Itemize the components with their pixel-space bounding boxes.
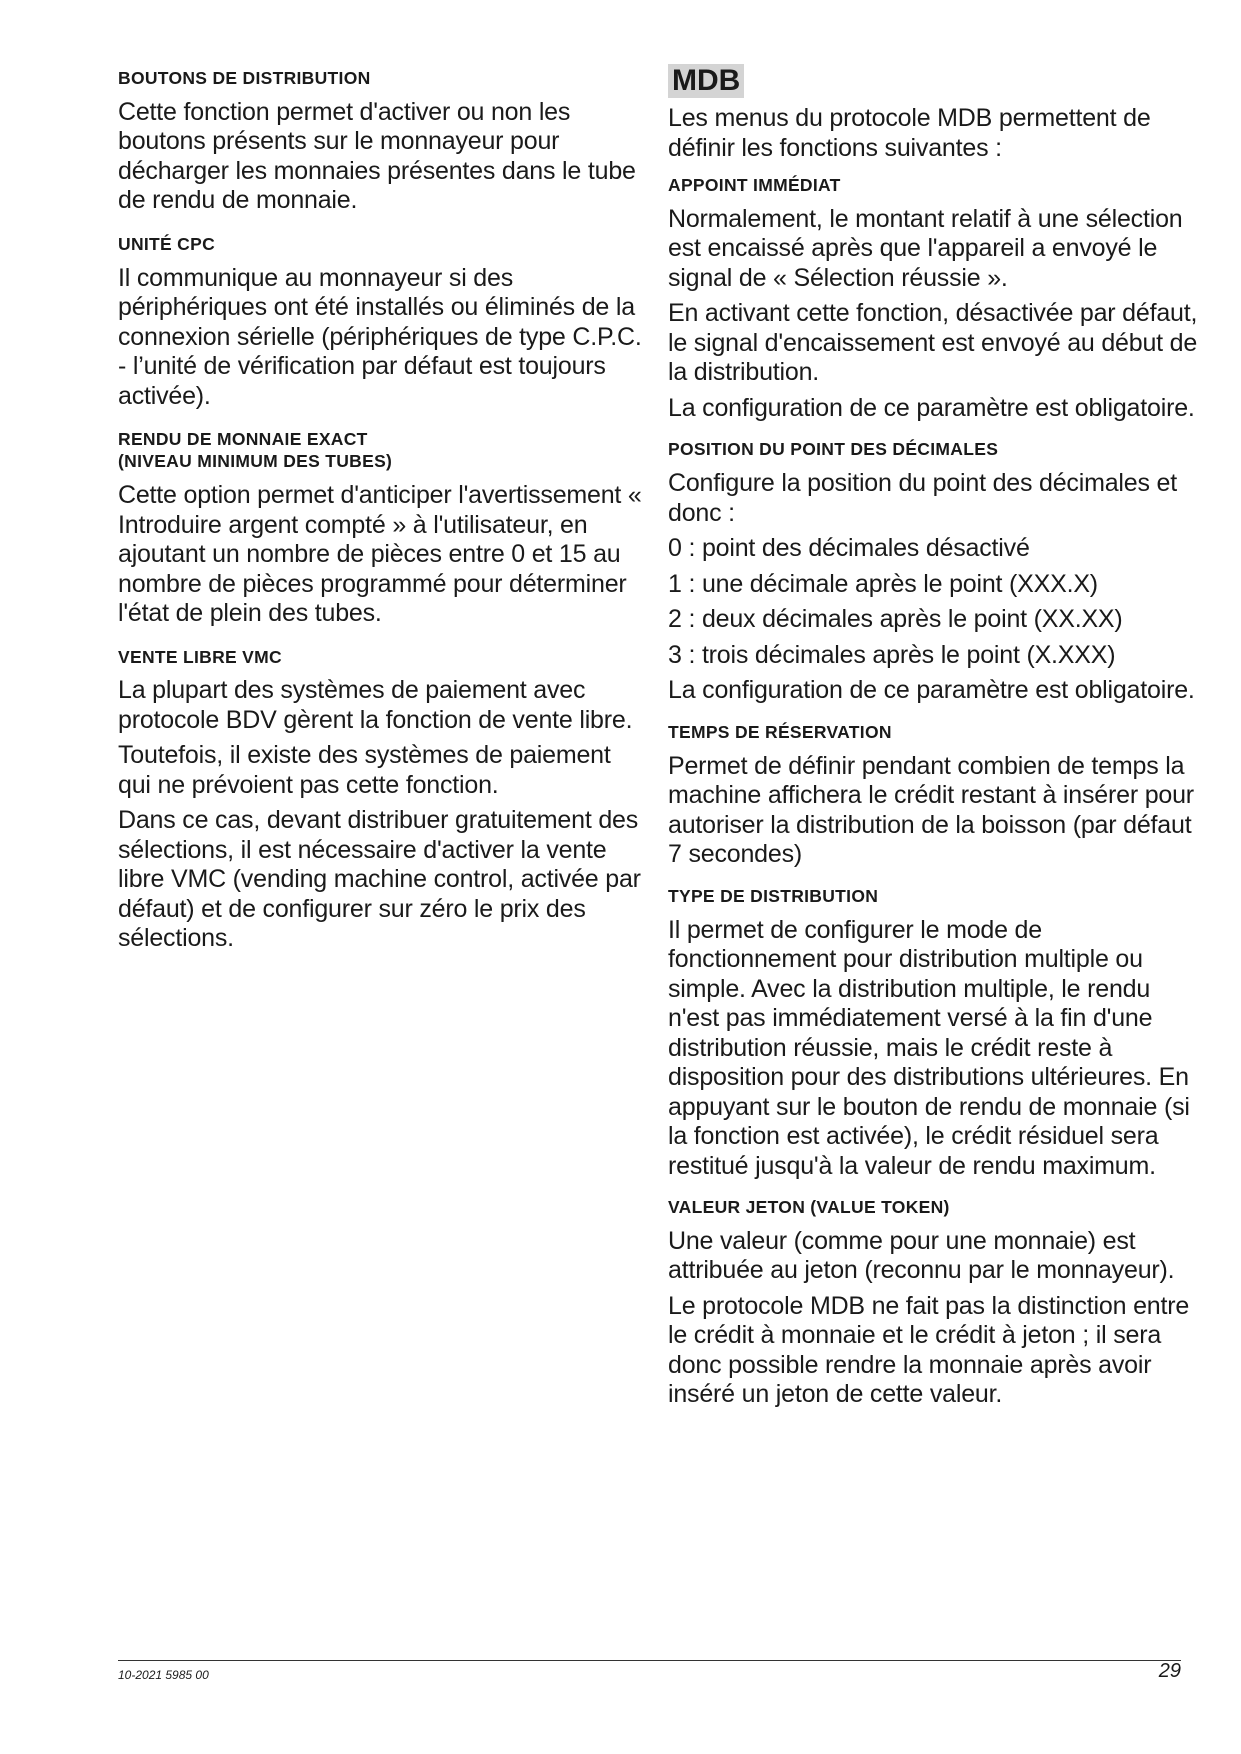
section-subheading-niveau-tubes: (NIVEAU MINIMUM DES TUBES)	[118, 451, 393, 472]
paragraph: Normalement, le montant relatif à une sélection est encaissé après que l'appareil a envoyé le signal de « Sélection réussie ».	[668, 204, 1183, 292]
section-heading-temps-reservation: TEMPS DE RÉSERVATION	[668, 721, 892, 742]
intro-paragraph: Les menus du protocole MDB permettent de définir les fonctions suivantes :	[668, 104, 1151, 162]
section-heading-boutons: BOUTONS DE DISTRIBUTION	[118, 68, 371, 88]
paragraph: Cette fonction permet d'activer ou non les boutons présents sur le monnayeur pour décharger les monnaies présentes dans le tube de rendu de monnaie.	[118, 97, 636, 215]
paragraph: Permet de définir pendant combien de temps la machine affichera le crédit restant à insérer pour autoriser la distribution de la boisson (par défaut 7 secondes)	[668, 751, 1194, 869]
paragraph: En activant cette fonction, désactivée par défaut, le signal d'encaissement est envoyé au début de la distribution.	[668, 299, 1198, 387]
section-heading-rendu-monnaie: RENDU DE MONNAIE EXACT	[118, 429, 368, 450]
paragraph: La configuration de ce paramètre est obligatoire.	[668, 676, 1195, 705]
paragraph: Configure la position du point des décimales et donc :	[668, 469, 1177, 527]
paragraph: Il communique au monnayeur si des périphériques ont été installés ou éliminés de la connexion sérielle (périphériques de type C.P.C. - l’unité de vérification par défaut est toujours activée).	[118, 263, 642, 410]
left-column	[118, 68, 646, 954]
right-column	[668, 64, 1198, 1410]
list-item: 3 : trois décimales après le point (X.XXX)	[668, 640, 1116, 669]
paragraph: Il permet de configurer le mode de fonctionnement pour distribution multiple ou simple. Avec la distribution multiple, le rendu n'est pas immédiatement versé à la fin d'une distribution réussie, mais le crédit reste à disposition pour des distributions ultérieures. En appuyant sur le bouton de rendu de monnaie (si la fonction est activée), le crédit résiduel sera restitué jusqu'à la valeur de rendu maximum.	[668, 915, 1190, 1180]
section-heading-vente-libre: VENTE LIBRE VMC	[118, 646, 282, 667]
section-heading-decimales: POSITION DU POINT DES DÉCIMALES	[668, 439, 999, 460]
section-heading-appoint: APPOINT IMMÉDIAT	[668, 175, 841, 195]
paragraph: La plupart des systèmes de paiement avec protocole BDV gèrent la fonction de vente libre.	[118, 676, 633, 734]
section-heading-type-distribution: TYPE DE DISTRIBUTION	[668, 885, 879, 906]
paragraph: Toutefois, il existe des systèmes de paiement qui ne prévoient pas cette fonction.	[118, 741, 611, 799]
list-item: 2 : deux décimales après le point (XX.XX)	[668, 605, 1123, 634]
footer-doc-ref: 10-2021 5985 00	[118, 1668, 209, 1682]
paragraph: Le protocole MDB ne fait pas la distinction entre le crédit à monnaie et le crédit à jeton ; il sera donc possible rendre la monnaie après avoir inséré un jeton de cette valeur.	[668, 1291, 1190, 1409]
list-item: 0 : point des décimales désactivé	[668, 534, 1030, 563]
section-heading-unite-cpc: UNITÉ CPC	[118, 233, 216, 254]
page-number: 29	[1158, 1660, 1181, 1682]
paragraph: Dans ce cas, devant distribuer gratuitement des sélections, il est nécessaire d'activer la vente libre VMC (vending machine control, activée par défaut) et de configurer sur zéro le prix des sélections.	[118, 806, 641, 953]
paragraph: La configuration de ce paramètre est obligatoire.	[668, 393, 1195, 422]
mdb-title: MDB	[668, 64, 744, 98]
section-heading-valeur-jeton: VALEUR JETON (VALUE TOKEN)	[668, 1197, 950, 1217]
footer-divider	[118, 1660, 1181, 1661]
paragraph: Une valeur (comme pour une monnaie) est attribuée au jeton (reconnu par le monnayeur).	[668, 1226, 1175, 1285]
paragraph: Cette option permet d'anticiper l'avertissement « Introduire argent compté » à l'utilisateur, en ajoutant un nombre de pièces entre 0 et 15 au nombre de pièces programmé pour déterminer l'état de plein des tubes.	[118, 481, 642, 627]
list-item: 1 : une décimale après le point (XXX.X)	[668, 569, 1098, 598]
